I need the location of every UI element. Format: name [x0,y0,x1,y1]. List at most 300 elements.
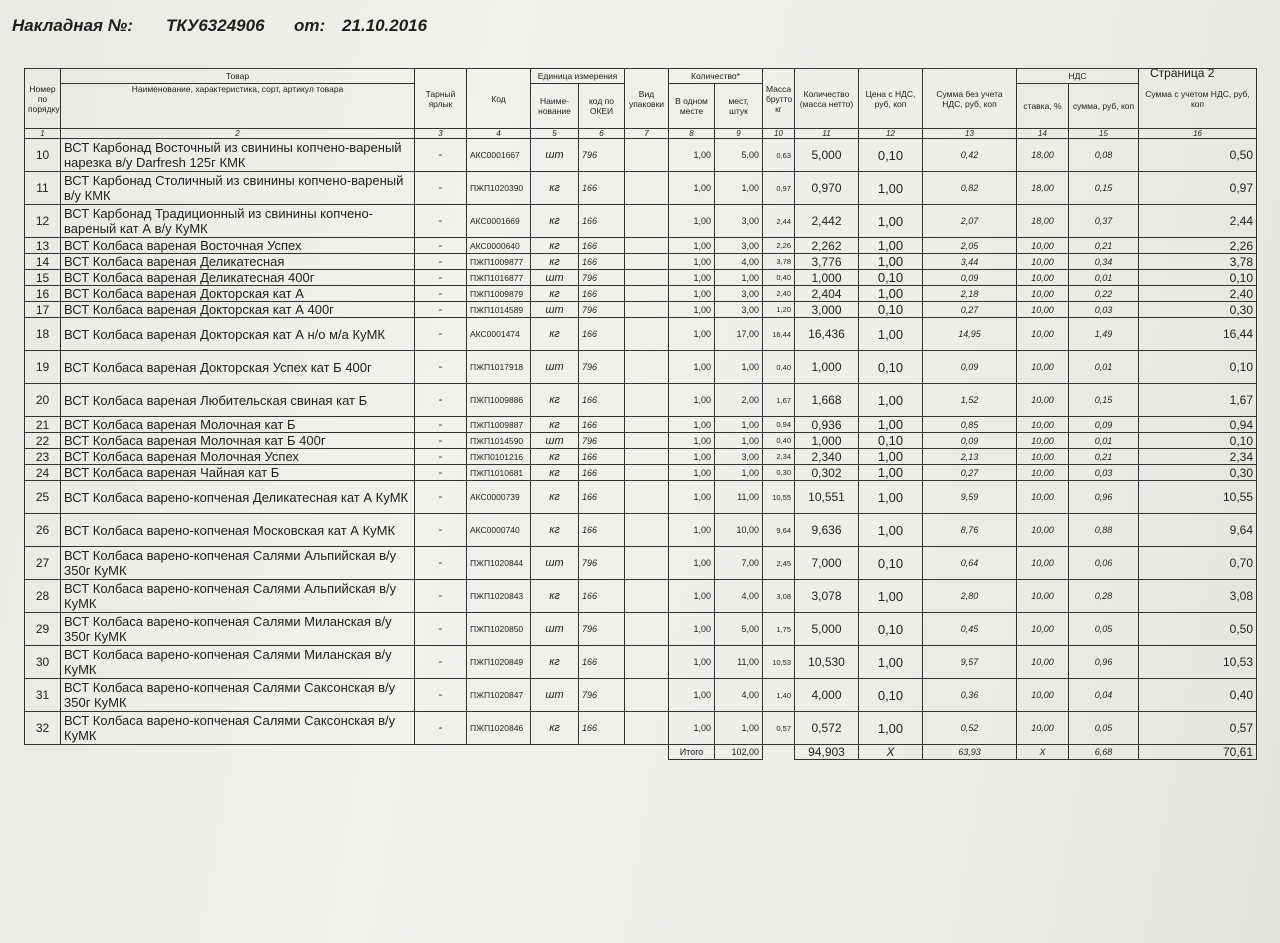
product-name: ВСТ Колбаса варено-копченая Салями Альпийская в/у КуМК [61,580,415,613]
invoice-number: ТКУ6324906 [166,16,265,35]
product-name: ВСТ Колбаса варено-копченая Московская кат А КуМК [61,514,415,547]
qty-per-place: 1,00 [669,384,715,417]
column-number: 10 [763,129,795,139]
gross-mass: 3,08 [763,580,795,613]
vat-sum: 0,04 [1069,679,1139,712]
sum-without-vat: 9,59 [923,481,1017,514]
price-with-vat: 0,10 [859,351,923,384]
vat-rate: 10,00 [1017,302,1069,318]
sum-without-vat: 0,09 [923,433,1017,449]
price-with-vat: 1,00 [859,712,923,745]
table-row [25,139,1257,172]
row-number: 18 [25,318,61,351]
row-number: 22 [25,433,61,449]
col-gross-header: Масса брутто кг [763,69,795,129]
vat-rate: 10,00 [1017,514,1069,547]
pack-label-cell: - [415,254,467,270]
vat-sum: 0,21 [1069,238,1139,254]
pack-type-cell [625,384,669,417]
pack-type-cell [625,547,669,580]
net-quantity: 1,000 [795,270,859,286]
places-count: 1,00 [715,465,763,481]
price-with-vat: 1,00 [859,318,923,351]
pack-label-cell: - [415,679,467,712]
places-count: 1,00 [715,712,763,745]
unit-name: кг [531,481,579,514]
net-quantity: 0,572 [795,712,859,745]
unit-name: шт [531,613,579,646]
product-name: ВСТ Колбаса вареная Чайная кат Б [61,465,415,481]
totals-sum-vat: 70,61 [1139,745,1257,760]
qty-per-place: 1,00 [669,172,715,205]
qty-per-place: 1,00 [669,514,715,547]
sum-with-vat: 1,67 [1139,384,1257,417]
vat-sum: 0,05 [1069,712,1139,745]
price-with-vat: 1,00 [859,172,923,205]
net-quantity: 10,530 [795,646,859,679]
sum-with-vat: 0,57 [1139,712,1257,745]
sum-with-vat: 10,53 [1139,646,1257,679]
product-code: ПЖП1016877 [467,270,531,286]
sum-with-vat: 0,10 [1139,351,1257,384]
col-qty-group-header: Количество* [669,69,763,84]
vat-rate: 10,00 [1017,481,1069,514]
product-code: ПЖП1020850 [467,613,531,646]
vat-rate: 10,00 [1017,254,1069,270]
okei-code: 796 [579,302,625,318]
table-row [25,286,1257,302]
price-with-vat: 1,00 [859,646,923,679]
sum-without-vat: 0,45 [923,613,1017,646]
pack-type-cell [625,433,669,449]
table-row [25,254,1257,270]
product-name: ВСТ Карбонад Восточный из свинины копчено-вареный нарезка в/у Darfresh 125г КМК [61,139,415,172]
unit-name: шт [531,679,579,712]
vat-sum: 0,37 [1069,205,1139,238]
net-quantity: 3,000 [795,302,859,318]
column-number: 1 [25,129,61,139]
vat-sum: 0,15 [1069,384,1139,417]
vat-sum: 0,06 [1069,547,1139,580]
places-count: 1,00 [715,433,763,449]
col-net-header: Количество (масса нетто) [795,69,859,129]
okei-code: 166 [579,238,625,254]
pack-label-cell: - [415,302,467,318]
net-quantity: 1,000 [795,433,859,449]
product-name: ВСТ Колбаса вареная Деликатесная 400г [61,270,415,286]
net-quantity: 10,551 [795,481,859,514]
price-with-vat: 0,10 [859,547,923,580]
qty-per-place: 1,00 [669,712,715,745]
qty-per-place: 1,00 [669,679,715,712]
okei-code: 166 [579,449,625,465]
product-code: ПЖП1017918 [467,351,531,384]
pack-type-cell [625,613,669,646]
product-code: ПЖП0101216 [467,449,531,465]
vat-rate: 18,00 [1017,139,1069,172]
column-number: 8 [669,129,715,139]
sum-without-vat: 0,27 [923,465,1017,481]
date-label: от: [294,16,326,35]
okei-code: 166 [579,646,625,679]
net-quantity: 0,302 [795,465,859,481]
pack-label-cell: - [415,139,467,172]
qty-per-place: 1,00 [669,205,715,238]
pack-type-cell [625,514,669,547]
gross-mass: 3,78 [763,254,795,270]
places-count: 1,00 [715,351,763,384]
sum-with-vat: 3,08 [1139,580,1257,613]
unit-name: кг [531,384,579,417]
sum-without-vat: 2,13 [923,449,1017,465]
unit-name: шт [531,139,579,172]
places-count: 4,00 [715,679,763,712]
pack-type-cell [625,254,669,270]
pack-label-cell: - [415,238,467,254]
okei-code: 166 [579,172,625,205]
col-pack-type-header: Вид упаковки [625,69,669,129]
net-quantity: 3,776 [795,254,859,270]
net-quantity: 2,340 [795,449,859,465]
product-code: АКС0001669 [467,205,531,238]
product-name: ВСТ Колбаса варено-копченая Салями Альпийская в/у 350г КуМК [61,547,415,580]
row-number: 28 [25,580,61,613]
product-code: ПЖП1009887 [467,417,531,433]
vat-sum: 0,96 [1069,481,1139,514]
sum-without-vat: 2,05 [923,238,1017,254]
okei-code: 796 [579,433,625,449]
vat-rate: 10,00 [1017,270,1069,286]
product-name: ВСТ Колбаса варено-копченая Салями Саксонская в/у 350г КуМК [61,679,415,712]
pack-type-cell [625,238,669,254]
row-number: 12 [25,205,61,238]
product-code: АКС0001474 [467,318,531,351]
product-code: ПЖП1010681 [467,465,531,481]
gross-mass: 2,45 [763,547,795,580]
row-number: 27 [25,547,61,580]
net-quantity: 2,404 [795,286,859,302]
price-with-vat: 1,00 [859,449,923,465]
sum-with-vat: 0,40 [1139,679,1257,712]
vat-rate: 10,00 [1017,580,1069,613]
okei-code: 166 [579,580,625,613]
vat-sum: 0,08 [1069,139,1139,172]
row-number: 26 [25,514,61,547]
vat-sum: 0,03 [1069,302,1139,318]
okei-code: 796 [579,351,625,384]
pack-label-cell: - [415,351,467,384]
vat-rate: 10,00 [1017,679,1069,712]
places-count: 2,00 [715,384,763,417]
row-number: 21 [25,417,61,433]
okei-code: 166 [579,318,625,351]
totals-vat: 6,68 [1069,745,1139,760]
qty-per-place: 1,00 [669,580,715,613]
price-with-vat: 0,10 [859,679,923,712]
row-number: 32 [25,712,61,745]
col-price-header: Цена с НДС, руб, коп [859,69,923,129]
col-vat-group-header: НДС [1017,69,1139,84]
unit-name: шт [531,302,579,318]
column-number: 14 [1017,129,1069,139]
pack-label-cell: - [415,514,467,547]
col-goods-desc-header: Наименование, характеристика, сорт, артикул товара [61,84,415,129]
qty-per-place: 1,00 [669,449,715,465]
column-number: 7 [625,129,669,139]
unit-name: шт [531,547,579,580]
sum-with-vat: 0,50 [1139,139,1257,172]
product-code: ПЖП1020849 [467,646,531,679]
unit-name: кг [531,318,579,351]
row-number: 23 [25,449,61,465]
vat-rate: 18,00 [1017,172,1069,205]
gross-mass: 16,44 [763,318,795,351]
net-quantity: 2,262 [795,238,859,254]
pack-label-cell: - [415,646,467,679]
pack-label-cell: - [415,318,467,351]
price-with-vat: 1,00 [859,205,923,238]
okei-code: 166 [579,205,625,238]
price-with-vat: 0,10 [859,302,923,318]
qty-per-place: 1,00 [669,318,715,351]
sum-with-vat: 0,30 [1139,302,1257,318]
vat-rate: 10,00 [1017,547,1069,580]
vat-sum: 0,15 [1069,172,1139,205]
product-code: ПЖП1009886 [467,384,531,417]
okei-code: 796 [579,547,625,580]
col-vat-rate-header: ставка, % [1017,84,1069,129]
product-code: АКС0000740 [467,514,531,547]
sum-with-vat: 0,97 [1139,172,1257,205]
invoice-table [24,68,1257,760]
gross-mass: 10,53 [763,646,795,679]
gross-mass: 0,40 [763,351,795,384]
table-row [25,580,1257,613]
vat-rate: 10,00 [1017,286,1069,302]
col-goods-header: Товар [61,69,415,84]
okei-code: 796 [579,613,625,646]
sum-without-vat: 9,57 [923,646,1017,679]
table-row [25,351,1257,384]
places-count: 5,00 [715,139,763,172]
price-with-vat: 1,00 [859,286,923,302]
unit-name: кг [531,580,579,613]
unit-name: шт [531,433,579,449]
row-number: 13 [25,238,61,254]
okei-code: 166 [579,465,625,481]
totals-sum-no-vat: 63,93 [923,745,1017,760]
pack-type-cell [625,318,669,351]
pack-label-cell: - [415,547,467,580]
vat-rate: 10,00 [1017,417,1069,433]
qty-per-place: 1,00 [669,646,715,679]
okei-code: 796 [579,139,625,172]
price-with-vat: 1,00 [859,514,923,547]
product-code: ПЖП1020847 [467,679,531,712]
row-number: 14 [25,254,61,270]
table-row [25,449,1257,465]
okei-code: 166 [579,286,625,302]
totals-rate-x: Х [1017,745,1069,760]
unit-name: кг [531,205,579,238]
product-name: ВСТ Колбаса вареная Восточная Успех [61,238,415,254]
places-count: 11,00 [715,646,763,679]
qty-per-place: 1,00 [669,417,715,433]
product-name: ВСТ Колбаса вареная Докторская Успех кат Б 400г [61,351,415,384]
product-name: ВСТ Колбаса варено-копченая Деликатесная кат А КуМК [61,481,415,514]
sum-without-vat: 0,64 [923,547,1017,580]
unit-name: кг [531,712,579,745]
totals-spacer [25,745,669,760]
price-with-vat: 1,00 [859,238,923,254]
vat-rate: 10,00 [1017,465,1069,481]
places-count: 10,00 [715,514,763,547]
col-sum-vat-header: Сумма с учетом НДС, руб, коп [1139,69,1257,129]
unit-name: кг [531,646,579,679]
invoice-date: 21.10.2016 [342,16,428,35]
sum-with-vat: 0,70 [1139,547,1257,580]
column-number: 12 [859,129,923,139]
pack-type-cell [625,679,669,712]
row-number: 25 [25,481,61,514]
table-row [25,679,1257,712]
col-num-header: Номер по порядку [25,69,61,129]
pack-type-cell [625,172,669,205]
vat-rate: 10,00 [1017,318,1069,351]
vat-sum: 0,01 [1069,433,1139,449]
sum-without-vat: 3,44 [923,254,1017,270]
pack-type-cell [625,270,669,286]
net-quantity: 0,970 [795,172,859,205]
column-number: 9 [715,129,763,139]
okei-code: 796 [579,270,625,286]
qty-per-place: 1,00 [669,481,715,514]
net-quantity: 1,668 [795,384,859,417]
gross-mass: 0,94 [763,417,795,433]
places-count: 5,00 [715,613,763,646]
vat-sum: 0,09 [1069,417,1139,433]
sum-without-vat: 0,85 [923,417,1017,433]
totals-net: 94,903 [795,745,859,760]
sum-with-vat: 16,44 [1139,318,1257,351]
places-count: 1,00 [715,417,763,433]
col-unit-okei-header: код по ОКЕИ [579,84,625,129]
pack-type-cell [625,580,669,613]
col-sum-no-vat-header: Сумма без учета НДС, руб, коп [923,69,1017,129]
gross-mass: 2,44 [763,205,795,238]
product-code: АКС0001667 [467,139,531,172]
net-quantity: 7,000 [795,547,859,580]
net-quantity: 0,936 [795,417,859,433]
totals-places: 102,00 [715,745,763,760]
sum-without-vat: 0,82 [923,172,1017,205]
price-with-vat: 1,00 [859,417,923,433]
price-with-vat: 0,10 [859,613,923,646]
col-vat-sum-header: сумма, руб, коп [1069,84,1139,129]
unit-name: кг [531,417,579,433]
row-number: 19 [25,351,61,384]
price-with-vat: 0,10 [859,139,923,172]
vat-sum: 0,03 [1069,465,1139,481]
pack-label-cell: - [415,433,467,449]
product-code: ПЖП1020846 [467,712,531,745]
places-count: 3,00 [715,238,763,254]
sum-with-vat: 2,26 [1139,238,1257,254]
vat-sum: 0,28 [1069,580,1139,613]
sum-without-vat: 2,80 [923,580,1017,613]
net-quantity: 9,636 [795,514,859,547]
pack-label-cell: - [415,384,467,417]
product-name: ВСТ Колбаса вареная Молочная кат Б 400г [61,433,415,449]
gross-mass: 1,75 [763,613,795,646]
sum-without-vat: 0,09 [923,351,1017,384]
gross-mass: 2,34 [763,449,795,465]
sum-with-vat: 0,50 [1139,613,1257,646]
table-row [25,318,1257,351]
product-name: ВСТ Колбаса вареная Докторская кат А н/о м/а КуМК [61,318,415,351]
table-row [25,205,1257,238]
price-with-vat: 1,00 [859,254,923,270]
product-code: АКС0000640 [467,238,531,254]
gross-mass: 2,40 [763,286,795,302]
vat-sum: 0,01 [1069,351,1139,384]
column-number: 11 [795,129,859,139]
row-number: 11 [25,172,61,205]
column-number: 16 [1139,129,1257,139]
sum-without-vat: 8,76 [923,514,1017,547]
pack-label-cell: - [415,580,467,613]
table-row [25,270,1257,286]
pack-label-cell: - [415,712,467,745]
pack-label-cell: - [415,449,467,465]
places-count: 7,00 [715,547,763,580]
table-row [25,465,1257,481]
column-number: 3 [415,129,467,139]
vat-sum: 0,22 [1069,286,1139,302]
pack-type-cell [625,302,669,318]
pack-type-cell [625,449,669,465]
totals-gap [763,745,795,760]
pack-type-cell [625,465,669,481]
pack-label-cell: - [415,465,467,481]
vat-sum: 0,01 [1069,270,1139,286]
table-row [25,712,1257,745]
net-quantity: 5,000 [795,139,859,172]
gross-mass: 0,57 [763,712,795,745]
product-code: ПЖП1009877 [467,254,531,270]
product-code: ПЖП1014589 [467,302,531,318]
qty-per-place: 1,00 [669,238,715,254]
gross-mass: 1,67 [763,384,795,417]
page-number: Страница 2 [1150,66,1215,80]
column-number: 5 [531,129,579,139]
pack-type-cell [625,205,669,238]
places-count: 11,00 [715,481,763,514]
gross-mass: 0,63 [763,139,795,172]
row-number: 16 [25,286,61,302]
unit-name: кг [531,286,579,302]
sum-without-vat: 0,27 [923,302,1017,318]
column-number: 6 [579,129,625,139]
vat-rate: 10,00 [1017,384,1069,417]
unit-name: кг [531,254,579,270]
okei-code: 166 [579,254,625,270]
net-quantity: 1,000 [795,351,859,384]
sum-with-vat: 2,44 [1139,205,1257,238]
vat-rate: 10,00 [1017,433,1069,449]
vat-sum: 1,49 [1069,318,1139,351]
qty-per-place: 1,00 [669,302,715,318]
